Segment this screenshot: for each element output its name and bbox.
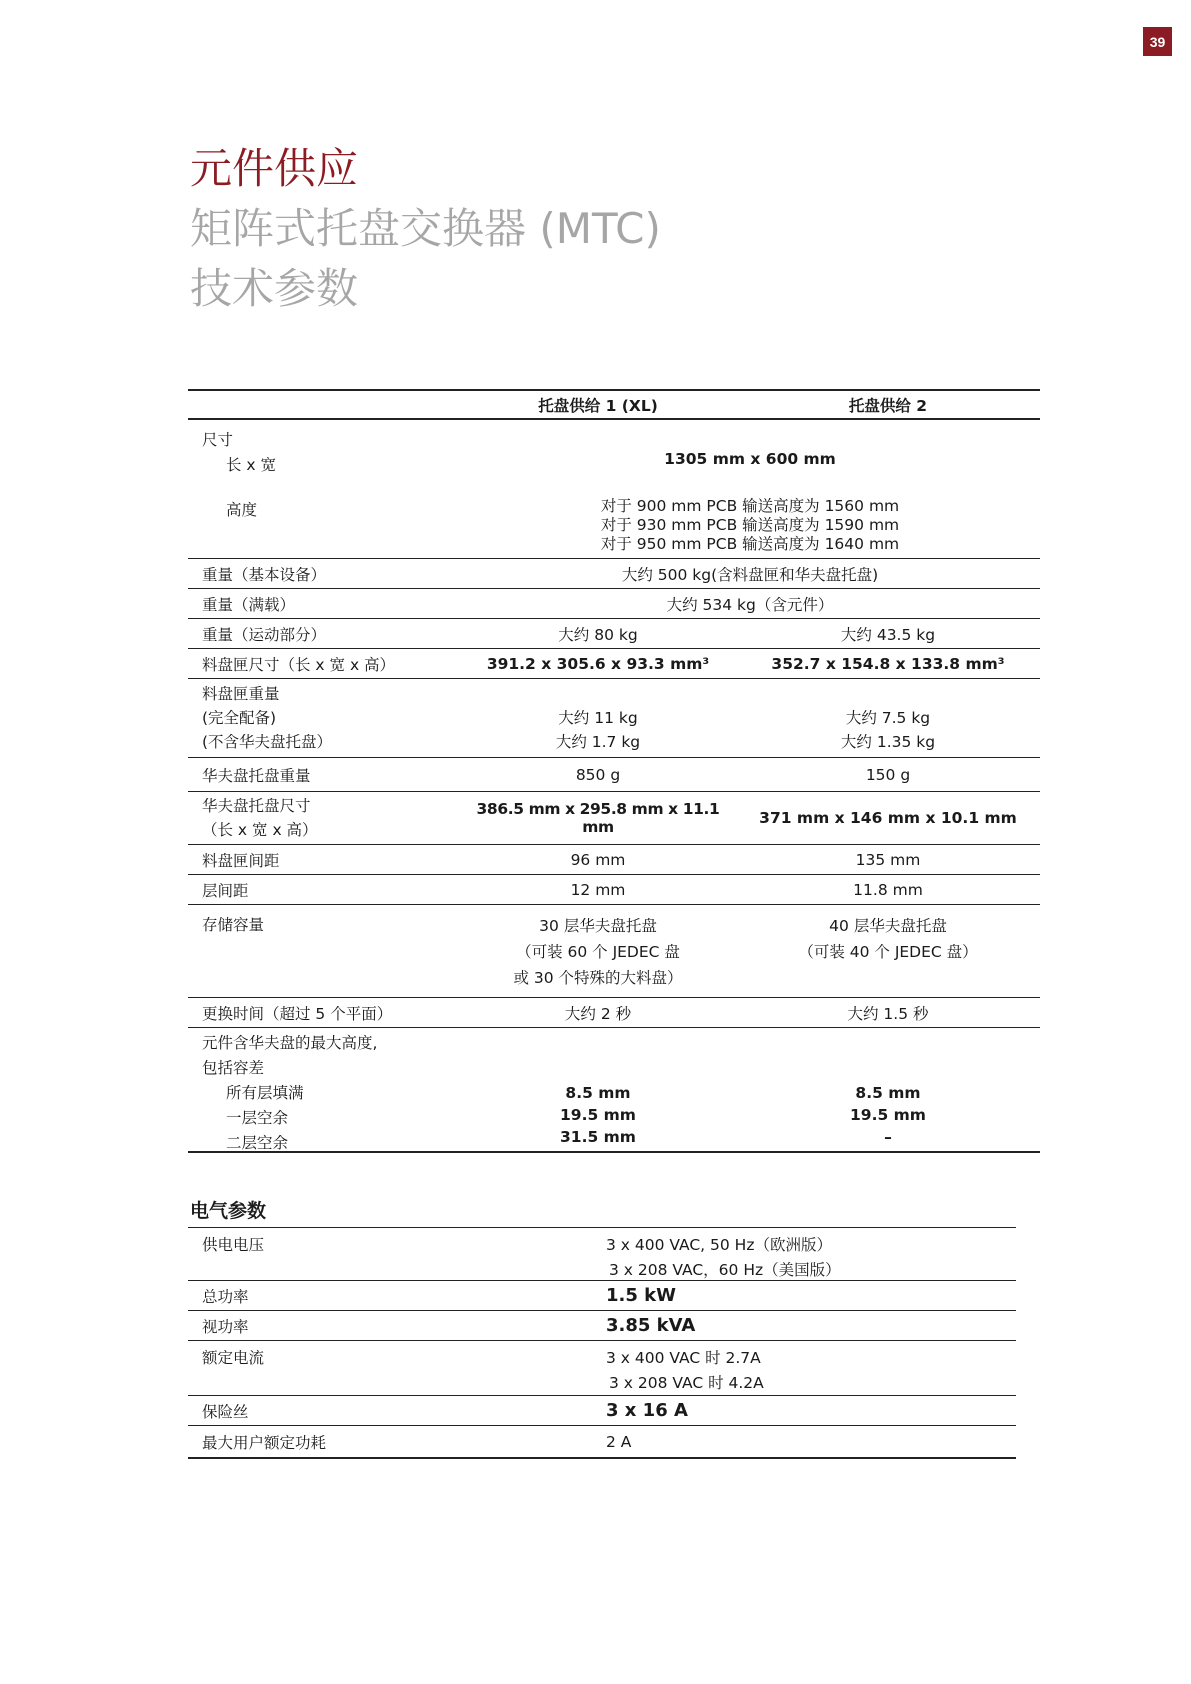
electrical-row-total-power [188, 1281, 1016, 1311]
weight-full-label: 重量（满载） [202, 595, 296, 614]
change-time-1: 大约 2 秒 [564, 1004, 632, 1023]
magazine-weight-full-label: (完全配备) [202, 709, 277, 727]
electrical-row-fuse [188, 1396, 1016, 1426]
page-subtitle: 矩阵式托盘交换器 (MTC) [190, 204, 661, 253]
table-row-magazine-pitch [188, 845, 1040, 875]
max-height-1-two-empty: 31.5 mm [560, 1128, 636, 1146]
apparent-power-label: 视功率 [202, 1317, 249, 1336]
weight-base-value: 大约 500 kg(含料盘匣和华夫盘托盘) [621, 565, 879, 584]
change-time-2: 大约 1.5 秒 [847, 1004, 929, 1023]
weight-moving-label: 重量（运动部分） [202, 625, 327, 644]
max-user-value: 2 A [606, 1432, 632, 1451]
waffle-weight-1: 850 g [575, 765, 621, 784]
waffle-size-2: 371 mm x 146 mm x 10.1 mm [759, 809, 1017, 827]
rated-current-208: 3 x 208 VAC 时 4.2A [609, 1374, 764, 1392]
apparent-power-value: 3.85 kVA [606, 1315, 696, 1336]
table-row-waffle-weight [188, 758, 1040, 792]
waffle-size-label: 华夫盘托盘尺寸 [202, 797, 311, 815]
table-row-dimensions [188, 420, 1040, 559]
change-time-label: 更换时间（超过 5 个平面） [202, 1004, 393, 1023]
height-value-900: 对于 900 mm PCB 输送高度为 1560 mm [600, 497, 900, 515]
max-height-all-full-label: 所有层填满 [226, 1084, 304, 1102]
total-power-label: 总功率 [202, 1287, 249, 1306]
table-row-layer-pitch [188, 875, 1040, 905]
supply-value-eu: 3 x 400 VAC, 50 Hz（欧洲版） [606, 1236, 832, 1254]
max-height-two-empty-label: 二层空余 [226, 1134, 289, 1152]
layer-pitch-2: 11.8 mm [853, 880, 923, 899]
electrical-row-rated-current [188, 1341, 1016, 1396]
capacity-label: 存储容量 [202, 916, 265, 934]
height-value-930: 对于 930 mm PCB 输送高度为 1590 mm [600, 516, 900, 534]
table-row-waffle-size [188, 792, 1040, 845]
magazine-pitch-label: 料盘匣间距 [202, 851, 280, 870]
spec-table [188, 389, 1040, 1153]
waffle-weight-2: 150 g [865, 765, 911, 784]
total-power-value: 1.5 kW [606, 1285, 676, 1306]
magazine-pitch-1: 96 mm [570, 850, 626, 869]
height-label: 高度 [226, 501, 258, 519]
table-row-magazine-weight [188, 679, 1040, 758]
max-height-2-two-empty: – [884, 1128, 892, 1146]
header-cell-tray-2: 托盘供给 2 [848, 396, 928, 415]
magazine-size-1: 391.2 x 305.6 x 93.3 mm³ [486, 654, 710, 673]
lw-label: 长 x 宽 [226, 456, 277, 474]
capacity-2-line1: 40 层华夫盘托盘 [829, 917, 947, 935]
magazine-weight-empty-label: (不含华夫盘托盘） [202, 733, 333, 751]
capacity-2-line2: （可装 40 个 JEDEC 盘） [798, 943, 978, 961]
table-row-weight-base [188, 559, 1040, 589]
page-title: 元件供应 [190, 144, 359, 193]
rated-current-400: 3 x 400 VAC 时 2.7A [606, 1349, 761, 1367]
magazine-weight-1-empty: 大约 1.7 kg [555, 733, 641, 751]
magazine-weight-1-full: 大约 11 kg [558, 709, 638, 727]
max-height-2-all-full: 8.5 mm [855, 1084, 921, 1102]
weight-moving-2: 大约 43.5 kg [840, 625, 936, 644]
waffle-size-sub-label: （长 x 宽 x 高） [202, 821, 318, 839]
max-height-1-all-full: 8.5 mm [565, 1084, 631, 1102]
table-row-capacity [188, 905, 1040, 998]
capacity-1-line2: （可装 60 个 JEDEC 盘 [516, 943, 680, 961]
height-value-950: 对于 950 mm PCB 输送高度为 1640 mm [600, 535, 900, 553]
rated-current-label: 额定电流 [202, 1349, 265, 1367]
electrical-row-apparent-power [188, 1311, 1016, 1341]
magazine-weight-2-full: 大约 7.5 kg [845, 709, 931, 727]
page-subtitle-2: 技术参数 [190, 264, 359, 313]
max-height-tolerance-label: 包括容差 [202, 1059, 265, 1077]
fuse-label: 保险丝 [202, 1402, 249, 1421]
supply-value-us: 3 x 208 VAC，60 Hz（美国版） [609, 1261, 841, 1279]
max-height-2-one-empty: 19.5 mm [850, 1106, 926, 1124]
table-row-weight-full [188, 589, 1040, 619]
table-row-max-height [188, 1028, 1040, 1153]
weight-moving-1: 大约 80 kg [558, 625, 638, 644]
max-user-label: 最大用户额定功耗 [202, 1433, 327, 1452]
electrical-row-supply [188, 1228, 1016, 1281]
max-height-label: 元件含华夫盘的最大高度, [202, 1034, 378, 1052]
height-values [460, 497, 1040, 554]
table-row-weight-moving [188, 619, 1040, 649]
header-cell-tray-1: 托盘供给 1 (XL) [538, 396, 658, 415]
dimensions-label: 尺寸 [202, 431, 234, 449]
magazine-weight-2-empty: 大约 1.35 kg [840, 733, 936, 751]
electrical-heading: 电气参数 [190, 1200, 267, 1222]
weight-full-value: 大约 534 kg（含元件） [666, 595, 834, 614]
magazine-weight-label: 料盘匣重量 [202, 685, 280, 703]
layer-pitch-1: 12 mm [570, 880, 626, 899]
magazine-pitch-2: 135 mm [855, 850, 921, 869]
magazine-size-label: 料盘匣尺寸（长 x 宽 x 高） [202, 655, 396, 674]
table-row-change-time [188, 998, 1040, 1028]
page-number-badge: 39 [1143, 27, 1172, 56]
max-height-1-one-empty: 19.5 mm [560, 1106, 636, 1124]
lw-value: 1305 mm x 600 mm [664, 450, 836, 468]
fuse-value: 3 x 16 A [606, 1400, 688, 1421]
electrical-row-max-user [188, 1426, 1016, 1459]
waffle-size-1: 386.5 mm x 295.8 mm x 11.1 mm [476, 800, 720, 836]
capacity-1-line1: 30 层华夫盘托盘 [539, 917, 657, 935]
supply-label: 供电电压 [202, 1236, 265, 1254]
table-row-magazine-size [188, 649, 1040, 679]
electrical-table [188, 1227, 1016, 1459]
layer-pitch-label: 层间距 [202, 881, 249, 900]
weight-base-label: 重量（基本设备） [202, 565, 327, 584]
table-header-row [188, 389, 1040, 420]
capacity-1-line3: 或 30 个特殊的大料盘） [513, 969, 683, 987]
magazine-size-2: 352.7 x 154.8 x 133.8 mm³ [771, 654, 1005, 673]
waffle-weight-label: 华夫盘托盘重量 [202, 766, 311, 785]
max-height-one-empty-label: 一层空余 [226, 1109, 289, 1127]
